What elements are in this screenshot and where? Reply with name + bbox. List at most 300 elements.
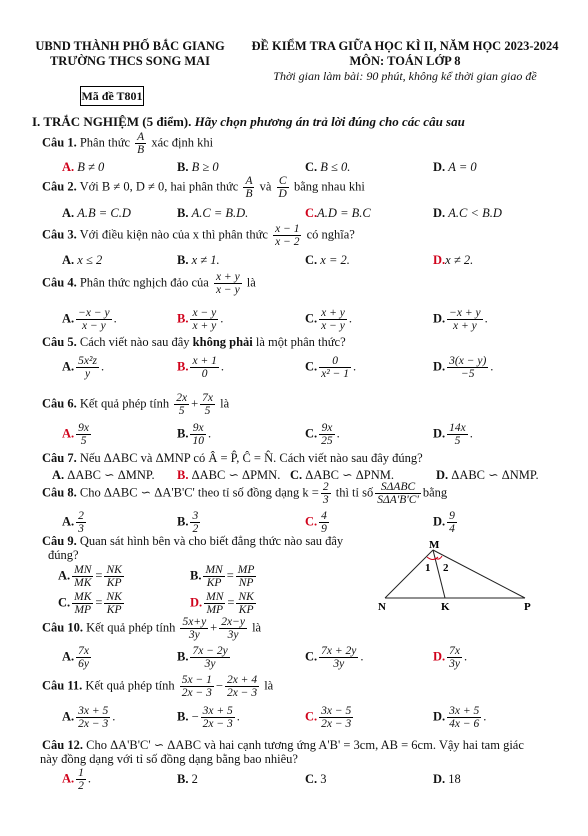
exam-title: ĐỀ KIỂM TRA GIỮA HỌC KÌ II, NĂM HỌC 2023-2024 [251,39,559,53]
q11-label: Câu 11. [42,678,83,693]
q9-text-b: đúng? [48,548,79,562]
q9-c-n1: MK [74,591,92,603]
q10-label: Câu 10. [42,620,83,635]
q3-den: x − 2 [275,236,300,248]
q1-b-text: B ≥ 0 [191,160,219,174]
question-2 [42,175,365,200]
q5-bold: không phải [192,335,253,349]
q1-option-b[interactable] [177,160,219,175]
q10-a-den: 6y [78,658,90,670]
q7-c-text: ΔABC ∽ ΔPNM. [305,468,395,482]
q9-a-letter: A. [58,568,71,583]
q10-text-2: là [252,620,262,635]
q5-option-c[interactable]: C. $\frac{0}{\text{x² − 1}}$ . [305,355,357,380]
q11-c-letter: C. [305,709,318,724]
q6-option-d[interactable]: D. $\frac{14x}{5}$ . [433,422,473,447]
q6-b-num: 9x [190,422,206,435]
q11-f1-num: 5x − 1 [181,674,212,686]
q10-b-frac [190,645,229,670]
q4-c-letter: C. [305,311,318,326]
q7-b-text: ΔABC ∽ ΔPMN. [191,468,281,482]
q8-a-den: 3 [78,523,84,535]
q6-option-a[interactable] [62,422,93,447]
q10-d-num: 7x [449,645,461,657]
q7-b-letter: B. [177,468,189,482]
exam-header [230,39,580,84]
question-10: Câu 10. Kết quả phép tính $\frac{5x+y}{3y}$ + $\frac{2x-y}{3y}$ là [42,616,262,641]
q4-b-letter: B. [177,311,189,326]
q11-b-frac [201,705,235,730]
question-9-cont [48,548,79,563]
q1-a-text: B ≠ 0 [77,160,105,174]
q1-d-letter: D. [433,160,446,174]
q8-b-num: 3 [192,510,199,522]
q10-d-den: 3y [449,658,461,670]
q5-b-num: x + 1 [192,355,217,367]
q6-f1-den: 5 [178,405,185,417]
q12-text: Cho ΔA'B'C' ∽ ΔABC và hai cạnh tương ứng A'B' = 3cm, AB = 6cm. Vậy hai tam giác [86,738,524,752]
q9-option-a[interactable]: A. $\frac{MN}{MK}$ = $\frac{NK}{KP}$ [58,564,122,589]
q5-d-frac [447,355,488,380]
q3-num: x − 1 [275,223,300,235]
q10-option-c[interactable]: C. $\frac{7x + 2y}{3y}$ . [305,645,364,670]
q2-f2-den: D [278,188,287,200]
q4-text: Phân thức nghịch đảo của [79,275,209,290]
q6-fraction-1 [174,392,189,417]
q4-a-num: −x − y [78,307,110,319]
q8-c-den: 9 [321,523,327,535]
q12-a-num: 1 [78,767,84,779]
q9-label: Câu 9. [42,534,77,548]
label-angle-2: 2 [443,562,449,574]
q11-c-frac [319,705,353,730]
q8-option-a[interactable] [62,510,88,535]
q6-d-den: 5 [454,435,461,447]
q6-a-num: 9x [78,422,90,434]
q7-a-letter: A. [52,468,65,482]
q5-d-den: −5 [460,368,475,380]
q10-fraction-2 [219,616,247,641]
q11-a-den: 2x − 3 [78,718,109,730]
q1-num: A [137,131,145,143]
q6-text-2: là [220,396,230,411]
q4-d-num: −x + y [449,307,481,319]
q4-num: x + y [215,271,240,283]
q3-a-text: x ≤ 2 [77,253,103,267]
q11-b-letter: B. [177,709,189,724]
q2-b-letter: B. [177,206,189,220]
q7-text: Nếu ΔABC và ΔMNP có Â = P̂, Ĉ = N̂. Cách viết nào sau đây đúng? [79,451,423,465]
q11-b-num: 3x + 5 [202,705,233,717]
q12-c-text: 3 [320,772,327,786]
q2-f1-den: B [245,188,253,200]
question-3 [42,223,355,248]
q4-option-d[interactable]: D. $\frac{-x + y}{x + y}$ . [433,307,488,332]
q10-c-letter: C. [305,649,318,664]
q2-a-letter: A. [62,206,75,220]
q4-option-c[interactable]: C. $\frac{x + y}{x - y}$ . [305,307,352,332]
q12-label: Câu 12. [42,738,83,752]
authority-name: UBND THÀNH PHỐ BẮC GIANG [35,39,225,53]
question-8 [42,481,447,506]
q9-b-d1: KP [206,577,222,589]
q9-option-d[interactable]: D. $\frac{MN}{MP}$ = $\frac{NK}{KP}$ [190,591,254,616]
q5-a-frac [76,355,99,380]
q3-c-letter: C. [305,253,318,267]
q4-c-num: x + y [321,307,345,319]
q4-d-den: x + y [453,320,477,332]
q12-a-letter: A. [62,771,75,786]
q8-ratio-num: SΔABC [375,481,421,494]
q8-b-den: 2 [192,523,199,535]
q2-c-letter: C. [305,206,318,220]
q9-option-c[interactable]: C. $\frac{MK}{MP}$ = $\frac{NK}{KP}$ [58,591,122,616]
q12-b-letter: B. [177,772,189,786]
q8-text-3: bằng [422,485,448,500]
q6-text: Kết quả phép tính [79,396,170,411]
q7-a-text: ΔABC ∽ ΔMNP. [67,468,155,482]
q6-f2-den: 5 [204,405,211,417]
q11-text-2: là [264,678,274,693]
q2-option-d[interactable] [433,206,502,221]
q10-c-den: 3y [333,658,345,670]
q3-label: Câu 3. [42,227,77,242]
q4-option-a[interactable]: A. $\frac{-x - y}{x - y}$ . [62,307,117,332]
q3-d-text: x ≠ 2. [445,253,474,267]
q2-a-text: A.B = C.D [77,206,131,220]
q11-d-num: 3x + 5 [449,705,480,717]
q11-d-frac [447,705,481,730]
question-11: Câu 11. Kết quả phép tính $\frac{5x - 1}{2x - 3}$ − $\frac{2x + 4}{2x - 3}$ là [42,674,274,699]
q4-a-den: x − y [82,320,106,332]
q2-b-text: A.C = B.D. [191,206,249,220]
q5-option-a[interactable]: A. $\frac{\text{5x²z}}{y}$ . [62,355,105,380]
q11-a-frac [76,705,110,730]
q6-a-den: 5 [80,435,87,447]
q11-fraction-2 [225,674,259,699]
q10-a-frac [76,645,91,670]
q3-option-c[interactable] [305,253,350,268]
q12-text-b: này đồng dạng với tỉ số đồng dạng bằng bao nhiêu? [40,752,298,766]
q5-c-den: x² − 1 [321,368,349,380]
q4-fraction [214,271,242,296]
q8-a-letter: A. [62,514,75,529]
q11-b-sign: − [191,709,199,724]
exam-code: Mã đề T801 [80,86,144,106]
q6-label: Câu 6. [42,396,77,411]
q5-c-num: 0 [319,355,351,368]
q2-option-c[interactable] [305,206,371,221]
q12-a-frac [76,767,86,792]
q1-label: Câu 1. [42,135,77,150]
q5-text-2: là một phân thức? [255,335,346,349]
q9-b-n1: MN [205,564,223,576]
q6-f2-num: 7x [202,392,213,404]
q10-text: Kết quả phép tính [86,620,176,635]
q8-option-d[interactable] [433,510,459,535]
q4-a-frac [76,307,111,332]
q3-b-letter: B. [177,253,189,267]
q10-b-den: 3y [204,658,216,670]
q8-d-den: 4 [449,523,455,535]
q9-d-d1: MP [206,604,224,616]
q8-c-frac [319,510,329,535]
q8-b-frac [190,510,200,535]
q4-b-num: x − y [192,307,217,319]
q9-d-n1: MN [206,591,224,603]
q11-option-a[interactable]: A. $\frac{3x + 5}{2x - 3}$ . [62,705,116,730]
q8-ratio-den: SΔA'B'C' [377,494,419,506]
q8-text: Cho ΔABC ∽ ΔA'B'C' theo tỉ số đồng dạng k = [79,485,319,500]
q9-text: Quan sát hình bên và cho biết đẳng thức nào sau đây [79,534,344,548]
q9-b-f1 [203,564,224,589]
q6-option-b[interactable]: B. $\frac{9x}{10}$ . [177,422,212,447]
q11-option-c[interactable] [305,705,355,730]
q2-d-letter: D. [433,206,446,220]
q11-option-b[interactable]: B. − $\frac{3x + 5}{2x - 3}$ . [177,705,240,730]
q4-text-2: là [246,275,256,290]
q10-f2-num: 2x−y [221,616,245,628]
edge-mn [385,550,433,598]
q2-text: Với B ≠ 0, D ≠ 0, hai phân thức [79,179,239,194]
q2-text-2: bằng nhau khi [293,179,365,194]
question-1 [42,131,213,156]
q1-option-c[interactable] [305,160,350,175]
label-k: K [441,601,450,613]
triangle-figure [375,538,540,614]
question-6: Câu 6. Kết quả phép tính $\frac{2x}{5}$ + $\frac{7x}{5}$ là [42,392,230,417]
q1-a-letter: A. [62,160,75,174]
q9-c-d2: KP [106,604,122,616]
q6-c-num: 9x [319,422,335,435]
q4-b-den: x + y [192,320,217,332]
q6-d-letter: D. [433,426,446,441]
q11-d-letter: D. [433,709,446,724]
q9-c-letter: C. [58,595,71,610]
q9-d-d2: KP [238,604,254,616]
question-4 [42,271,256,296]
q12-a-den: 2 [78,780,84,792]
q9-d-n2: NK [238,591,254,603]
q10-f1-num: 5x+y [182,616,207,628]
q1-fraction [135,131,146,156]
q11-f2-num: 2x + 4 [226,674,258,686]
q8-a-num: 2 [78,510,84,522]
q3-fraction [273,223,301,248]
q4-a-letter: A. [62,311,75,326]
q11-d-den: 4x − 6 [449,718,480,730]
q6-f1-num: 2x [176,392,188,404]
q11-c-num: 3x − 5 [321,705,352,717]
q8-c-num: 4 [321,510,327,522]
section-label: I. TRẮC NGHIỆM (5 điểm). [32,114,192,129]
q12-c-letter: C. [305,772,318,786]
q5-label: Câu 5. [42,335,77,349]
question-12 [42,737,524,753]
time-note: Thời gian làm bài: 90 phút, không kể thời gian giao đề [273,69,537,83]
edge-mp [433,550,525,598]
q5-b-letter: B. [177,359,189,374]
q8-option-b[interactable] [177,510,202,535]
school-header [20,39,240,69]
q6-a-frac [76,422,91,447]
q6-b-frac [190,422,206,447]
q6-b-letter: B. [177,426,189,441]
q4-label: Câu 4. [42,275,77,290]
q2-fraction-1 [243,175,254,200]
q6-a-letter: A. [62,426,75,441]
q5-b-den: 0 [201,368,208,380]
q9-b-letter: B. [190,568,202,583]
q2-d-text: A.C < B.D [448,206,502,220]
q3-c-text: x = 2. [320,253,350,267]
question-5 [42,335,346,350]
q10-option-b[interactable] [177,645,232,670]
q11-text: Kết quả phép tính [85,678,175,693]
q10-c-frac [319,645,358,670]
q10-f2-den: 3y [227,629,239,641]
q9-a-d1: MK [74,577,92,589]
q10-a-letter: A. [62,649,75,664]
q4-d-letter: D. [433,311,446,326]
q2-option-b[interactable] [177,206,248,221]
label-angle-1: 1 [425,562,431,574]
q8-d-num: 9 [449,510,455,522]
q2-label: Câu 2. [42,179,77,194]
q12-option-d[interactable] [433,772,461,787]
q8-d-letter: D. [433,514,446,529]
q3-option-b[interactable] [177,253,220,268]
q6-option-c[interactable]: C. $\frac{9x}{25}$ . [305,422,340,447]
q4-c-frac [319,307,347,332]
q9-b-d2: NP [238,577,254,589]
q5-option-b[interactable]: B. $\frac{x + 1}{0}$ . [177,355,224,380]
q1-option-a[interactable] [62,160,104,175]
q9-option-b[interactable]: B. $\frac{MN}{KP}$ = $\frac{MP}{NP}$ [190,564,255,589]
q1-text-2: xác định khi [151,135,214,150]
q6-d-num: 14x [449,422,466,434]
q1-den: B [137,144,145,156]
q10-a-num: 7x [78,645,90,657]
q6-c-den: 25 [321,435,333,447]
q8-text-2: thì tỉ số [335,485,374,500]
q3-text-2: có nghĩa? [306,227,355,242]
q10-option-a[interactable] [62,645,93,670]
q5-text: Cách viết nào sau đây [79,335,190,349]
q9-a-n1: MN [74,564,92,576]
q5-c-frac [319,355,351,380]
q7-c-letter: C. [290,468,303,482]
q8-b-letter: B. [177,514,189,529]
question-9 [42,534,343,549]
q6-d-frac [447,422,468,447]
q5-a-num: 5x²z [78,355,97,367]
q2-c-text: A.D = B.C [317,206,371,220]
q2-and: và [259,179,272,194]
q3-text: Với điều kiện nào của x thì phân thức [79,227,268,242]
q4-d-frac [447,307,482,332]
q1-b-letter: B. [177,160,189,174]
q5-option-d[interactable]: D. $\frac{3(x - y)}{-5}$ . [433,355,494,380]
q9-a-d2: KP [106,577,122,589]
q10-f1-den: 3y [188,629,200,641]
q10-option-d[interactable]: D. $\frac{7x}{3y}$ . [433,645,468,670]
q5-d-letter: D. [433,359,446,374]
q1-text: Phân thức [79,135,131,150]
q8-option-c[interactable] [305,510,331,535]
school-name: TRƯỜNG THCS SONG MAI [49,54,211,68]
subject-title: MÔN: TOÁN LỚP 8 [349,54,461,68]
q2-option-a[interactable] [62,206,131,221]
q2-f1-num: A [245,175,253,187]
q9-d-f2 [236,591,255,616]
q8-a-frac [76,510,86,535]
q1-option-d[interactable] [433,160,477,175]
q9-b-f2 [236,564,257,589]
q8-k-num: 2 [322,481,329,493]
q12-option-b[interactable] [177,772,198,787]
q11-fraction-1 [180,674,214,699]
q9-a-f1 [72,564,93,589]
q1-c-text: B ≤ 0. [320,160,351,174]
q2-fraction-2 [277,175,289,200]
label-p: P [524,601,531,613]
q3-option-a[interactable] [62,253,102,268]
q11-f1-den: 2x − 3 [181,687,212,699]
q10-d-frac [447,645,462,670]
q8-ratio [375,481,421,506]
q6-c-frac [319,422,335,447]
q12-b-text: 2 [191,772,198,786]
q3-a-letter: A. [62,253,75,267]
q5-d-num: 3(x − y) [449,355,487,367]
q3-b-text: x ≠ 1. [191,253,220,267]
q7-d-letter: D. [436,468,449,482]
q9-c-d1: MP [74,604,92,616]
q9-d-f1 [204,591,225,616]
q9-a-f2 [104,564,123,589]
q7-d-text: ΔABC ∽ ΔNMP. [451,468,539,482]
q11-option-d[interactable]: D. $\frac{3x + 5}{4x - 6}$ . [433,705,487,730]
q3-d-letter: D. [433,253,446,267]
q3-option-d[interactable] [433,253,473,268]
q11-f2-den: 2x − 3 [226,687,258,699]
q8-k-fraction [321,481,331,506]
q5-a-letter: A. [62,359,75,374]
q7-option-d[interactable] [436,467,539,483]
q11-a-letter: A. [62,709,75,724]
label-m: M [429,539,440,551]
q11-a-num: 3x + 5 [78,705,109,717]
q12-option-c[interactable] [305,772,327,787]
q12-d-text: 18 [448,772,461,786]
q5-a-den: y [84,368,91,380]
section-title [32,114,465,130]
q4-option-b[interactable]: B. $\frac{x - y}{x + y}$ . [177,307,224,332]
q6-c-letter: C. [305,426,318,441]
q10-d-letter: D. [433,649,446,664]
q6-b-den: 10 [192,435,204,447]
q11-b-den: 2x − 3 [202,718,233,730]
q9-a-n2: NK [106,564,122,576]
q12-option-a[interactable]: A. $\frac{1}{2}$ . [62,767,92,792]
angle-arc-2 [435,556,442,559]
question-12-cont [40,752,298,767]
q4-c-den: x − y [321,320,345,332]
q8-k-den: 3 [322,494,329,506]
q9-c-n2: NK [106,591,122,603]
q9-b-n2: MP [237,564,255,576]
